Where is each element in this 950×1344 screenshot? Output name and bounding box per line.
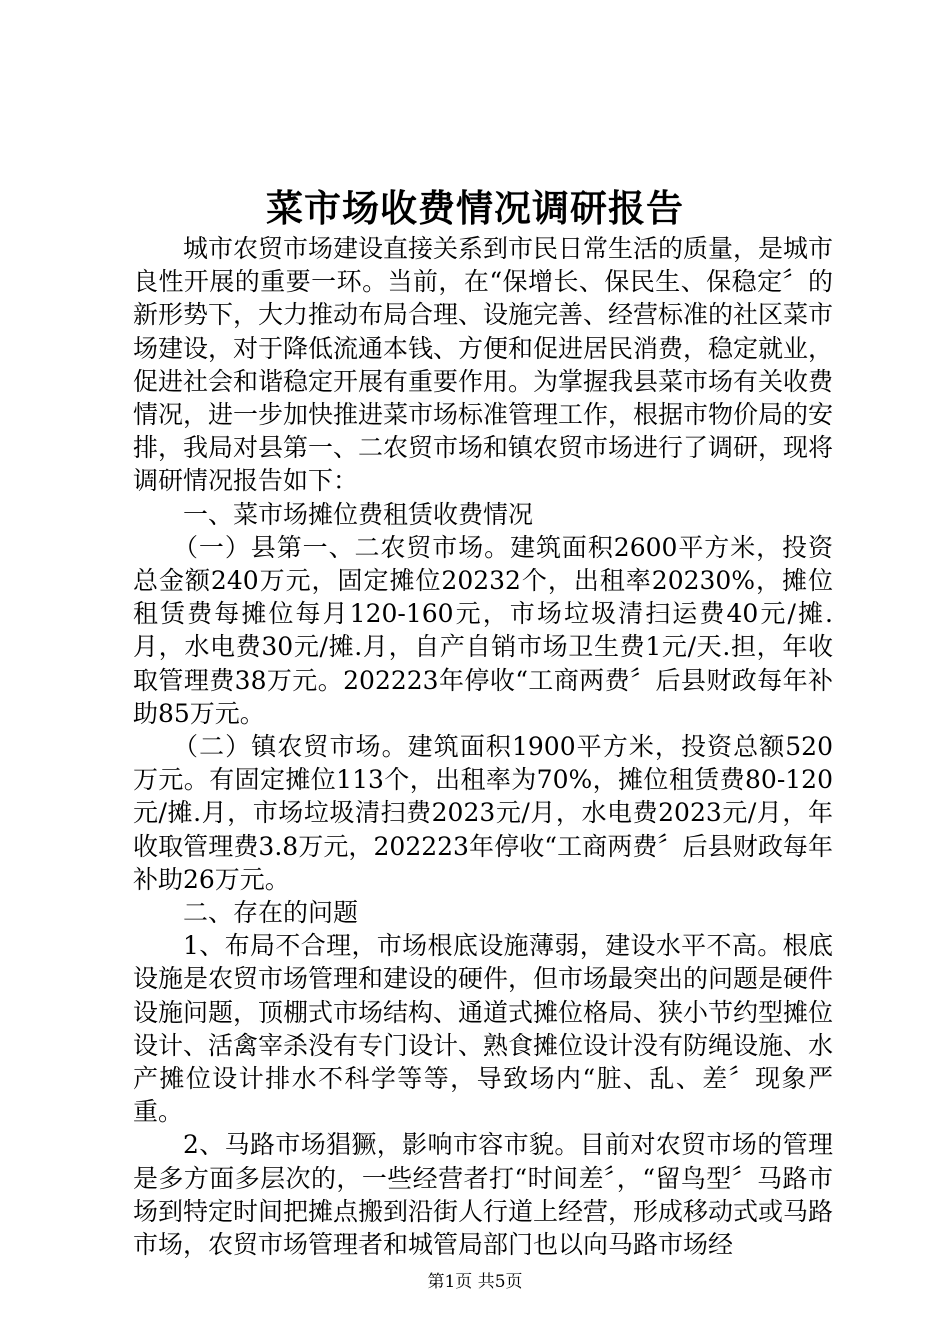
document-body [133, 232, 833, 1261]
paragraph-town-market: （二）镇农贸市场。建筑面积1900平方米，投资总额520万元。有固定摊位113个，出租率为70%，摊位租赁费80-120元/摊.月，市场垃圾清扫费2023元/月，水电费2023元/月，年收取管理费3.8万元，202223年停收“工商两费〞后县财政每年补助26万元。 [133, 732, 833, 894]
paragraph-problem-1: 1、布局不合理，市场根底设施薄弱，建设水平不高。根底设施是农贸市场管理和建设的硬件，但市场最突出的问题是硬件设施问题，顶棚式市场结构、通道式摊位格局、狭小节约型摊位设计、活禽宰杀没有专门设计、熟食摊位设计没有防绳设施、水产摊位设计排水不科学等等，导致场内“脏、乱、差〞现象严重。 [133, 931, 834, 1127]
page-footer: 第1页 共5页 [427, 1272, 523, 1292]
section-heading-problems: 二、存在的问题 [183, 898, 359, 928]
intro-paragraph: 城市农贸市场建设直接关系到市民日常生活的质量，是城市良性开展的重要一环。当前，在“保增长、保民生、保稳定〞的新形势下，大力推动布局合理、设施完善、经营标准的社区菜市场建设，对于降低流通本钱、方便和促进居民消费，稳定就业，促进社会和谐稳定开展有重要作用。为掌握我县菜市场有关收费情况，进一步加快推进菜市场标准管理工作，根据市物价局的安排，我局对县第一、二农贸市场和镇农贸市场进行了调研，现将调研情况报告如下： [133, 234, 834, 496]
document-title: 菜市场收费情况调研报告 [266, 186, 684, 230]
paragraph-problem-2: 2、马路市场猖獗，影响市容市貌。目前对农贸市场的管理是多方面多层次的，一些经营者打“时间差〞，“留鸟型〞马路市场到特定时间把摊点搬到沿街人行道上经营，形成移动式或马路市场，农贸市场管理者和城管局部门也以向马路市场经 [133, 1130, 834, 1260]
paragraph-county-markets: （一）县第一、二农贸市场。建筑面积2600平方米，投资总金额240万元，固定摊位20232个，出租率20230%，摊位租赁费每摊位每月120-160元，市场垃圾清扫运费40元/摊.月，水电费30元/摊.月，自产自销市场卫生费1元/天.担，年收取管理费38万元。202223年停收“工商两费〞后县财政每年补助85万元。 [133, 532, 833, 728]
section-heading-fees: 一、菜市场摊位费租赁收费情况 [183, 499, 534, 529]
